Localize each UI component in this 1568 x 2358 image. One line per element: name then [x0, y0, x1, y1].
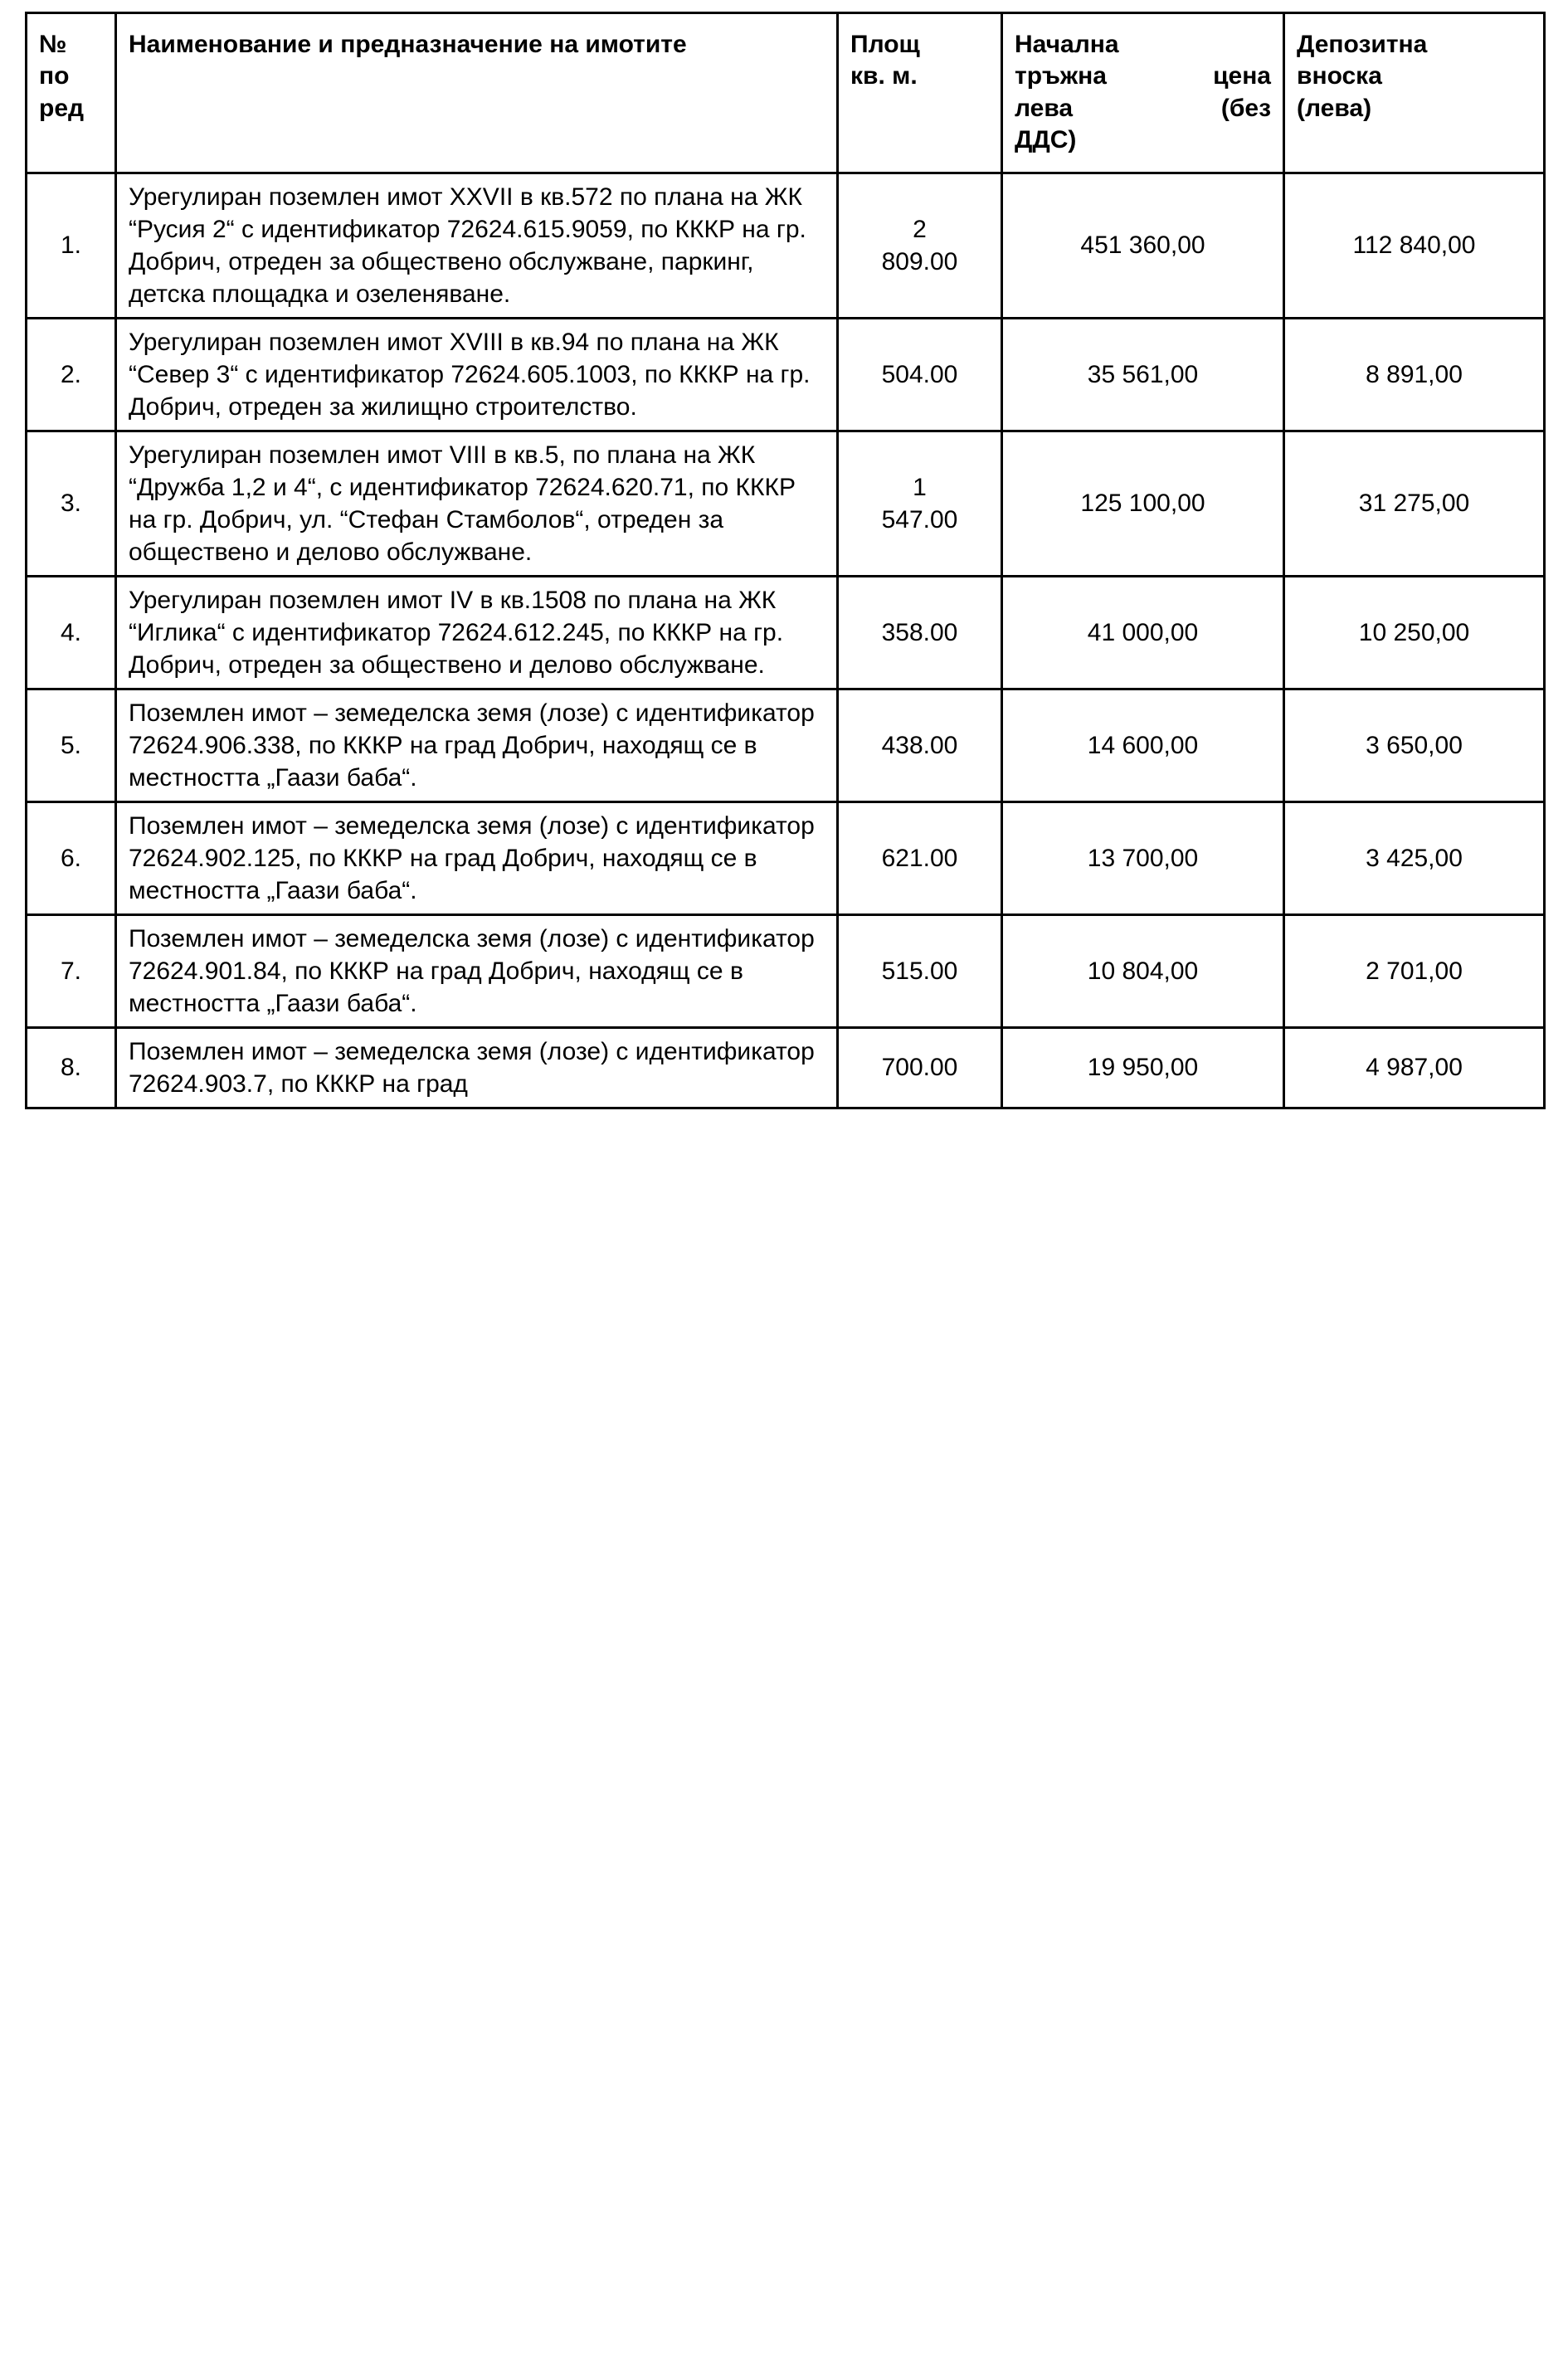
- row-area-line2: 547.00: [881, 505, 958, 533]
- row-description: Урегулиран поземлен имот XXVII в кв.572 по плана на ЖК “Русия 2“ с идентификатор 72624.615.9059, по КККР на гр. Добрич, отреден за обществено обслужване, паркинг, детска площадка и озеленяване.: [116, 173, 838, 318]
- column-header-deposit-line1: Депозитна: [1297, 31, 1428, 58]
- row-start-price: 13 700,00: [1002, 801, 1284, 914]
- table-row: [27, 1027, 1545, 1108]
- column-header-price-line2: тръжна цена: [1015, 62, 1271, 90]
- table-row: [27, 689, 1545, 801]
- row-deposit: 31 275,00: [1284, 431, 1545, 576]
- row-area-line1: 700.00: [881, 1054, 958, 1082]
- row-description: Поземлен имот – земеделска земя (лозе) с идентификатор 72624.902.125, по КККР на град Добрич, находящ се в местността „Гаази баба“.: [116, 801, 838, 914]
- table-row: [27, 173, 1545, 318]
- row-start-price: 35 561,00: [1002, 318, 1284, 431]
- row-description: Урегулиран поземлен имот IV в кв.1508 по плана на ЖК “Иглика“ с идентификатор 72624.612.245, по КККР на гр. Добрич, отреден за обществено и делово обслужване.: [116, 576, 838, 689]
- column-header-number-line1: №: [39, 31, 67, 58]
- row-description: Поземлен имот – земеделска земя (лозе) с идентификатор 72624.906.338, по КККР на град Добрич, находящ се в местността „Гаази баба“.: [116, 689, 838, 801]
- column-header-area-line2: кв. м.: [850, 62, 918, 90]
- row-number: 7.: [27, 914, 116, 1027]
- row-area-line1: 515.00: [881, 957, 958, 985]
- row-number: 6.: [27, 801, 116, 914]
- table-header-row: [27, 13, 1545, 173]
- row-area: [838, 689, 1002, 801]
- table-row: [27, 801, 1545, 914]
- row-area-line1: 504.00: [881, 360, 958, 388]
- row-area: [838, 1027, 1002, 1108]
- row-description: Урегулиран поземлен имот XVIII в кв.94 по плана на ЖК “Север 3“ с идентификатор 72624.605.1003, по КККР на гр. Добрич, отреден за жилищно строителство.: [116, 318, 838, 431]
- column-header-price-line1: Начална: [1015, 31, 1119, 58]
- row-start-price: 14 600,00: [1002, 689, 1284, 801]
- row-area-line2: 809.00: [881, 247, 958, 275]
- column-header-area: [838, 13, 1002, 173]
- row-area: [838, 576, 1002, 689]
- properties-table: [25, 12, 1546, 1109]
- row-number: 8.: [27, 1027, 116, 1108]
- row-deposit: 3 425,00: [1284, 801, 1545, 914]
- row-area-line1: 2: [913, 215, 927, 243]
- table-row: [27, 431, 1545, 576]
- row-deposit: 2 701,00: [1284, 914, 1545, 1027]
- row-area: [838, 318, 1002, 431]
- row-start-price: 19 950,00: [1002, 1027, 1284, 1108]
- row-deposit: 112 840,00: [1284, 173, 1545, 318]
- table-row: [27, 318, 1545, 431]
- column-header-start-price: [1002, 13, 1284, 173]
- row-number: 4.: [27, 576, 116, 689]
- row-description: Поземлен имот – земеделска земя (лозе) с идентификатор 72624.901.84, по КККР на град Добрич, находящ се в местността „Гаази баба“.: [116, 914, 838, 1027]
- column-header-deposit-line2: вноска: [1297, 62, 1382, 90]
- row-area: [838, 173, 1002, 318]
- column-header-number-line2: по: [39, 62, 70, 90]
- column-header-number-line3: ред: [39, 94, 85, 122]
- row-deposit: 8 891,00: [1284, 318, 1545, 431]
- row-area-line1: 358.00: [881, 618, 958, 646]
- row-area: [838, 801, 1002, 914]
- row-number: 3.: [27, 431, 116, 576]
- column-header-area-line1: Площ: [850, 31, 920, 58]
- column-header-description: Наименование и предназначение на имотите: [116, 13, 838, 173]
- column-header-deposit-line3: (лева): [1297, 94, 1372, 122]
- column-header-price-line3: лева (без: [1015, 94, 1271, 122]
- row-description: Поземлен имот – земеделска земя (лозе) с идентификатор 72624.903.7, по КККР на град: [116, 1027, 838, 1108]
- row-description: Урегулиран поземлен имот VIII в кв.5, по плана на ЖК “Дружба 1,2 и 4“, с идентификатор 72624.620.71, по КККР на гр. Добрич, ул. “Стефан Стамболов“, отреден за обществено и делово обслужване.: [116, 431, 838, 576]
- row-deposit: 4 987,00: [1284, 1027, 1545, 1108]
- row-start-price: 41 000,00: [1002, 576, 1284, 689]
- row-number: 1.: [27, 173, 116, 318]
- column-header-number: [27, 13, 116, 173]
- row-start-price: 451 360,00: [1002, 173, 1284, 318]
- row-area: [838, 914, 1002, 1027]
- row-number: 2.: [27, 318, 116, 431]
- row-area: [838, 431, 1002, 576]
- row-deposit: 3 650,00: [1284, 689, 1545, 801]
- table-row: [27, 914, 1545, 1027]
- row-area-line1: 438.00: [881, 731, 958, 759]
- row-area-line1: 1: [913, 473, 927, 501]
- row-deposit: 10 250,00: [1284, 576, 1545, 689]
- row-start-price: 10 804,00: [1002, 914, 1284, 1027]
- row-number: 5.: [27, 689, 116, 801]
- column-header-deposit: [1284, 13, 1545, 173]
- table-row: [27, 576, 1545, 689]
- row-area-line1: 621.00: [881, 844, 958, 872]
- row-start-price: 125 100,00: [1002, 431, 1284, 576]
- column-header-price-line4: ДДС): [1015, 126, 1077, 154]
